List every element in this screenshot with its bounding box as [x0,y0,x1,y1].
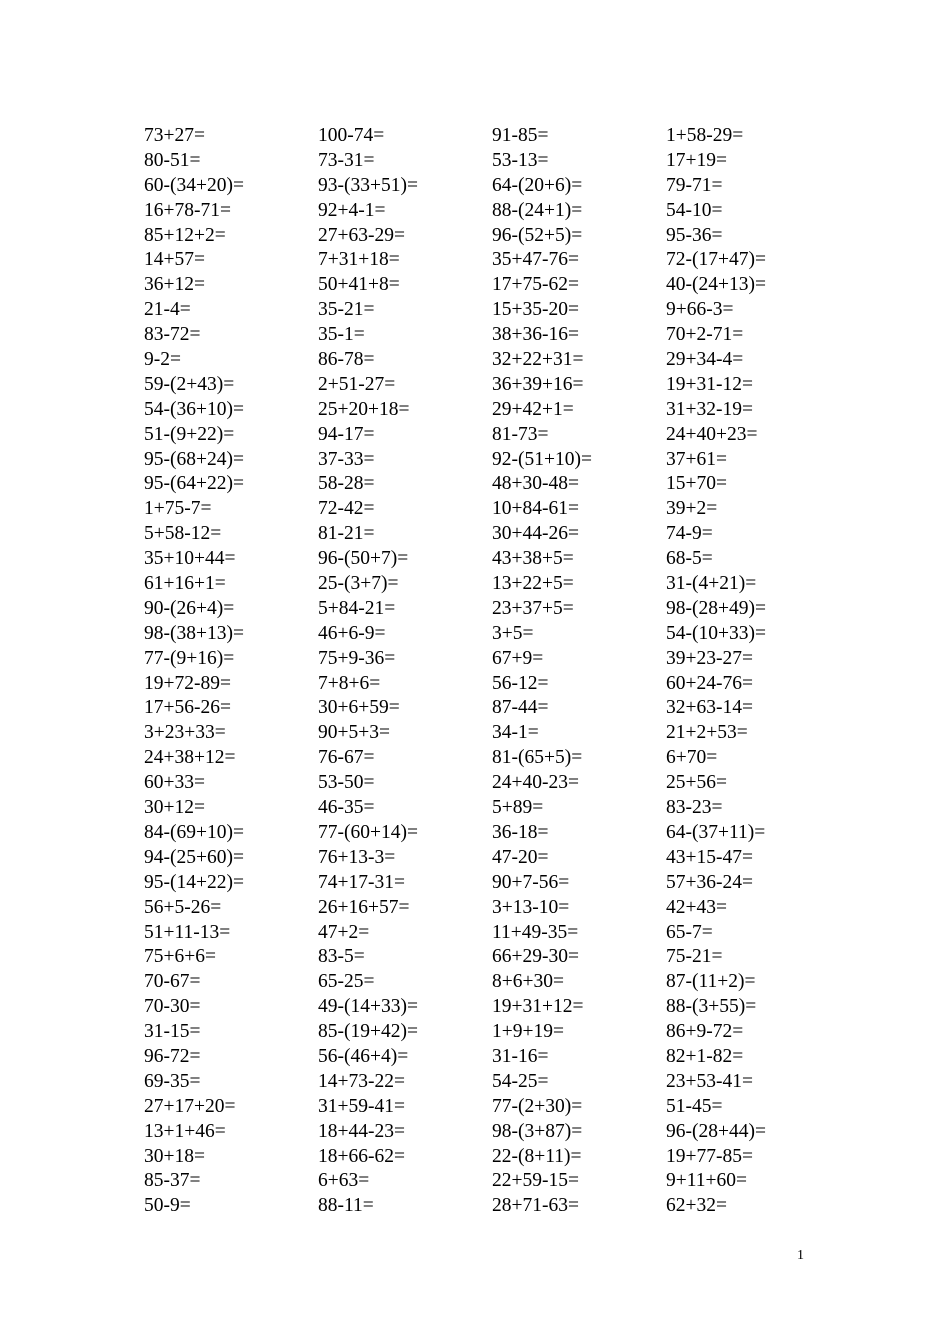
math-problem: 81-73= [492,423,549,445]
math-problem: 94-(25+60)= [144,846,244,868]
math-problem: 83-23= [666,797,723,819]
math-problem: 42+43= [666,896,727,918]
problem-column-3 [492,124,666,1219]
math-problem: 96-(28+44)= [666,1120,766,1142]
math-problem: 37-33= [318,448,375,470]
math-problem: 35+10+44= [144,548,236,570]
math-problem: 98-(28+49)= [666,597,766,619]
math-problem: 39+2= [666,498,718,520]
math-problem: 60+24-76= [666,672,753,694]
math-problem: 54-25= [492,1070,549,1092]
math-problem: 31-15= [144,1021,201,1043]
math-problem: 19+31-12= [666,373,753,395]
math-problem: 18+66-62= [318,1145,405,1167]
math-problem: 17+75-62= [492,274,579,296]
math-problem: 75+9-36= [318,647,396,669]
math-problem: 64-(37+11)= [666,821,766,843]
math-problem: 95-(64+22)= [144,473,244,495]
math-problem: 56-(46+4)= [318,1045,409,1067]
math-problem: 7+31+18= [318,249,400,271]
math-problem: 35-1= [318,324,365,346]
page-number: 1 [797,1248,804,1263]
math-problem: 95-(68+24)= [144,448,244,470]
problem-grid [144,124,840,1219]
math-problem: 23+37+5= [492,597,574,619]
math-problem: 96-(50+7)= [318,548,409,570]
math-problem: 70-67= [144,971,201,993]
math-problem: 17+19= [666,149,727,171]
math-problem: 85+12+2= [144,224,226,246]
math-problem: 92-(51+10)= [492,448,592,470]
math-problem: 16+78-71= [144,199,231,221]
math-problem: 51-45= [666,1095,723,1117]
math-problem: 95-36= [666,224,723,246]
math-problem: 53-50= [318,772,375,794]
math-problem: 65-7= [666,921,713,943]
math-problem: 30+12= [144,797,205,819]
math-problem: 31-16= [492,1045,549,1067]
math-problem: 86+9-72= [666,1021,744,1043]
math-problem: 64-(20+6)= [492,174,583,196]
math-problem: 14+57= [144,249,205,271]
math-problem: 59-(2+43)= [144,373,235,395]
math-problem: 31+32-19= [666,398,753,420]
math-problem: 43+15-47= [666,846,753,868]
math-problem: 77-(2+30)= [492,1095,583,1117]
math-problem: 34-1= [492,722,539,744]
math-problem: 32+63-14= [666,697,753,719]
math-problem: 11+49-35= [492,921,579,943]
math-problem: 36-18= [492,821,549,843]
math-problem: 36+39+16= [492,373,584,395]
math-problem: 73-31= [318,149,375,171]
math-problem: 66+29-30= [492,946,579,968]
math-problem: 32+22+31= [492,349,584,371]
problem-column-4 [666,124,840,1219]
math-problem: 15+35-20= [492,299,579,321]
math-problem: 30+18= [144,1145,205,1167]
math-problem: 47-20= [492,846,549,868]
math-problem: 75-21= [666,946,723,968]
math-problem: 54-(10+33)= [666,622,766,644]
math-problem: 19+72-89= [144,672,231,694]
math-problem: 2+51-27= [318,373,396,395]
math-problem: 70-30= [144,996,201,1018]
math-problem: 62+32= [666,1195,727,1217]
math-problem: 76-67= [318,747,375,769]
math-problem: 93-(33+51)= [318,174,418,196]
math-problem: 56+5-26= [144,896,222,918]
math-problem: 9+66-3= [666,299,734,321]
math-problem: 60-(34+20)= [144,174,244,196]
math-problem: 61+16+1= [144,573,226,595]
math-problem: 60+33= [144,772,205,794]
math-problem: 70+2-71= [666,324,744,346]
math-problem: 98-(3+87)= [492,1120,583,1142]
math-problem: 77-(60+14)= [318,821,418,843]
math-problem: 88-(3+55)= [666,996,757,1018]
math-problem: 74-9= [666,523,713,545]
math-problem: 37+61= [666,448,727,470]
math-problem: 83-72= [144,324,201,346]
math-problem: 6+63= [318,1170,370,1192]
math-problem: 1+9+19= [492,1021,564,1043]
math-problem: 18+44-23= [318,1120,405,1142]
math-problem: 51+11-13= [144,921,231,943]
math-problem: 53-13= [492,149,549,171]
math-problem: 13+1+46= [144,1120,226,1142]
math-problem: 9+11+60= [666,1170,748,1192]
math-problem: 50+41+8= [318,274,400,296]
math-problem: 25+20+18= [318,398,410,420]
math-problem: 29+42+1= [492,398,574,420]
math-problem: 27+17+20= [144,1095,236,1117]
math-problem: 58-28= [318,473,375,495]
math-problem: 21-4= [144,299,191,321]
math-problem: 94-17= [318,423,375,445]
math-problem: 29+34-4= [666,349,744,371]
math-problem: 73+27= [144,125,205,146]
problem-column-2 [318,124,492,1219]
math-problem: 90+5+3= [318,722,390,744]
math-problem: 6+70= [666,747,718,769]
math-problem: 82+1-82= [666,1045,744,1067]
math-problem: 47+2= [318,921,370,943]
math-problem: 54-(36+10)= [144,398,244,420]
math-problem: 30+44-26= [492,523,579,545]
math-problem: 3+23+33= [144,722,226,744]
math-problem: 65-25= [318,971,375,993]
math-problem: 7+8+6= [318,672,381,694]
math-problem: 98-(38+13)= [144,622,244,644]
math-problem: 31+59-41= [318,1095,405,1117]
math-problem: 31-(4+21)= [666,573,757,595]
math-problem: 72-42= [318,498,375,520]
math-problem: 23+53-41= [666,1070,753,1092]
math-problem: 43+38+5= [492,548,574,570]
math-problem: 15+70= [666,473,727,495]
math-problem: 86-78= [318,349,375,371]
math-problem: 36+12= [144,274,205,296]
math-problem: 49-(14+33)= [318,996,418,1018]
math-problem: 5+84-21= [318,597,396,619]
math-problem: 76+13-3= [318,846,396,868]
math-problem: 83-5= [318,946,365,968]
math-problem: 95-(14+22)= [144,871,244,893]
math-problem: 88-(24+1)= [492,199,583,221]
math-problem: 28+71-63= [492,1195,579,1217]
math-problem: 24+38+12= [144,747,236,769]
math-problem: 21+2+53= [666,722,748,744]
math-problem: 38+36-16= [492,324,579,346]
math-problem: 81-21= [318,523,375,545]
math-problem: 87-44= [492,697,549,719]
math-problem: 56-12= [492,672,549,694]
math-problem: 30+6+59= [318,697,400,719]
math-problem: 74+17-31= [318,871,405,893]
math-problem: 81-(65+5)= [492,747,583,769]
math-problem: 26+16+57= [318,896,410,918]
math-problem: 8+6+30= [492,971,564,993]
math-problem: 19+31+12= [492,996,584,1018]
math-problem: 88-11= [318,1195,374,1217]
math-problem: 72-(17+47)= [666,249,766,271]
math-problem: 69-35= [144,1070,201,1092]
math-problem: 91-85= [492,125,549,146]
math-problem: 22-(8+11)= [492,1145,582,1167]
math-problem: 27+63-29= [318,224,405,246]
math-problem: 90+7-56= [492,871,570,893]
math-problem: 54-10= [666,199,723,221]
math-problem: 85-37= [144,1170,201,1192]
math-problem: 57+36-24= [666,871,753,893]
math-problem: 3+13-10= [492,896,570,918]
math-problem: 46-35= [318,797,375,819]
math-problem: 5+89= [492,797,544,819]
math-problem: 68-5= [666,548,713,570]
math-problem: 96-72= [144,1045,201,1067]
math-problem: 25-(3+7)= [318,573,399,595]
math-problem: 84-(69+10)= [144,821,244,843]
math-problem: 24+40+23= [666,423,758,445]
math-problem: 17+56-26= [144,697,231,719]
problem-column-1 [144,124,318,1219]
math-problem: 79-71= [666,174,723,196]
math-problem: 9-2= [144,349,181,371]
math-problem: 3+5= [492,622,534,644]
math-problem: 80-51= [144,149,201,171]
math-problem: 85-(19+42)= [318,1021,418,1043]
math-problem: 77-(9+16)= [144,647,235,669]
math-problem: 100-74= [318,125,385,146]
math-problem: 1+58-29= [666,125,744,146]
math-problem: 22+59-15= [492,1170,579,1192]
math-problem: 24+40-23= [492,772,579,794]
math-problem: 75+6+6= [144,946,216,968]
math-problem: 51-(9+22)= [144,423,235,445]
math-problem: 92+4-1= [318,199,386,221]
math-problem: 46+6-9= [318,622,386,644]
math-problem: 5+58-12= [144,523,222,545]
math-problem: 67+9= [492,647,544,669]
math-problem: 40-(24+13)= [666,274,766,296]
math-problem: 48+30-48= [492,473,579,495]
math-problem: 90-(26+4)= [144,597,235,619]
math-problem: 10+84-61= [492,498,579,520]
math-problem: 14+73-22= [318,1070,405,1092]
math-problem: 1+75-7= [144,498,212,520]
math-problem: 25+56= [666,772,727,794]
math-problem: 19+77-85= [666,1145,753,1167]
math-problem: 50-9= [144,1195,191,1217]
math-problem: 13+22+5= [492,573,574,595]
math-problem: 87-(11+2)= [666,971,756,993]
math-problem: 96-(52+5)= [492,224,583,246]
math-problem: 35+47-76= [492,249,579,271]
math-problem: 35-21= [318,299,375,321]
math-problem: 39+23-27= [666,647,753,669]
